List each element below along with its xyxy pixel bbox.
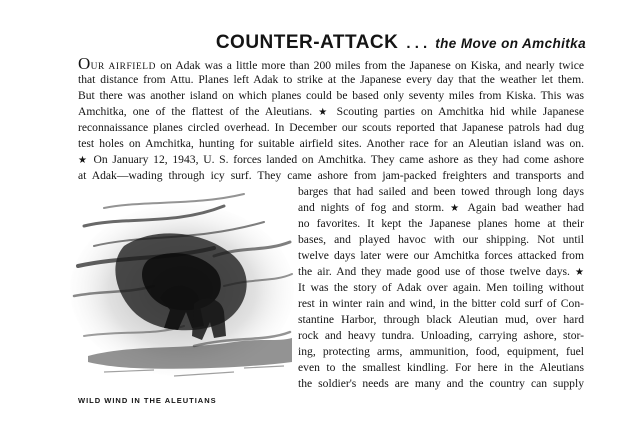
text-line: Amchitka, one of the flattest of the Aleutians. ★ Scouting parties on Amchitka hid while Japanese — [78, 105, 584, 118]
text-line: ing, protecting arms, ammunition, food, equipment, fuel — [298, 345, 584, 358]
text-line: bases, and played havoc with our shipping. Not until — [298, 233, 584, 246]
text-line: rest in winter rain and wind, in the bitter cold surf of Con- — [298, 297, 584, 310]
drop-cap: O — [78, 54, 91, 73]
text-line: the air. And they made good use of those twelve days. ★ — [298, 265, 584, 278]
text-line: But there was another island on which planes could be based only seventy miles from Kiska. This was — [78, 89, 584, 102]
text-line: barges that had sailed and been towed through long days — [298, 185, 584, 198]
text-line: rock and heavy tundra. Unloading, carrying ashore, stor- — [298, 329, 584, 342]
title-ellipsis: . . . — [406, 35, 428, 52]
illustration-caption: WILD WIND IN THE ALEUTIANS — [78, 396, 217, 405]
small-caps-lead: UR AIRFIELD — [90, 62, 157, 72]
text-line: no favorites. It kept the Japanese planes home at their — [298, 217, 584, 230]
text-line: test holes on Amchitka, hunting for suitable airfield sites. Another race for an Aleutian island was on. — [78, 137, 584, 150]
text-line: even to the smallest kindling. For here in the Aleutians — [298, 361, 584, 374]
text-line: ★ On January 12, 1943, U. S. forces landed on Amchitka. They came ashore as they had come ashore — [78, 153, 585, 166]
star-separator-icon: ★ — [78, 155, 89, 166]
chapter-title — [216, 32, 586, 55]
title-subtitle: the Move on Amchitka — [435, 36, 586, 51]
text-line: twelve days later were our Amchitka forces attacked from — [298, 249, 584, 262]
text-line: and nights of fog and storm. ★ Again bad weather had — [298, 201, 584, 214]
text-line: reconnaissance planes circled overhead. In December our scouts reported that Japanese patrols had dug — [78, 121, 584, 134]
text-line: It was the story of Adak over again. Men toiling without — [298, 281, 584, 294]
star-separator-icon: ★ — [575, 267, 584, 278]
text-line: stantine Harbor, through black Aleutian mud, over hard — [298, 313, 584, 326]
wild-wind-illustration — [64, 186, 296, 388]
star-separator-icon: ★ — [450, 203, 463, 214]
text-line: the soldier's needs are many and the country can supply — [298, 377, 584, 390]
text-line: at Adak—wading through icy surf. They came ashore from jam-packed freighters and transports and — [78, 169, 584, 182]
text-line: that distance from Attu. Planes left Adak to strike at the Japanese every day that the weather let them. — [78, 73, 584, 86]
text-line: OUR AIRFIELD on Adak was a little more than 200 miles from the Japanese on Kiska, and nearly twice — [78, 54, 584, 73]
title-main: COUNTER-ATTACK — [215, 32, 399, 53]
star-separator-icon: ★ — [318, 107, 331, 118]
